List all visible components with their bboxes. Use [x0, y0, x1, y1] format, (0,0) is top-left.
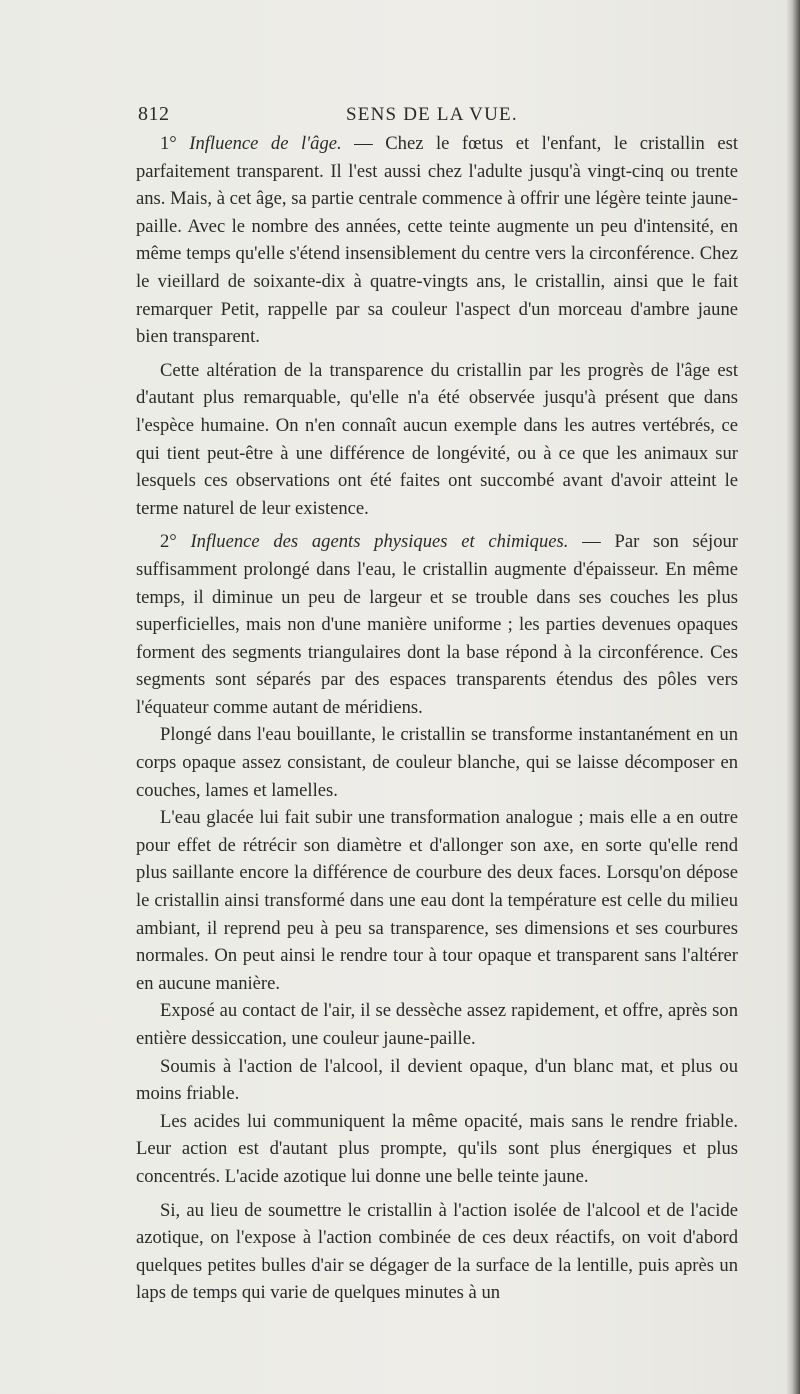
body-text: [136, 130, 738, 1307]
running-title: SENS DE LA VUE.: [346, 104, 518, 125]
paragraph-text: — Par son séjour suffisamment prolongé dans l'eau, le cristallin augmente d'épaisseur. En même temps, il diminue un peu de largeur et se trouble dans ses couches les plus superficielles, mais non d'une manière uniforme ; les parties devenues opaques forment des segments triangulaires dont la base répond à la circonférence. Ces segments sont séparés par des espaces transparents étendus des pôles vers l'équateur comme autant de méridiens.: [136, 531, 738, 718]
section-number: 1°: [160, 133, 177, 154]
paragraph-text: Les acides lui communiquent la même opacité, mais sans le rendre friable. Leur action est d'autant plus prompte, qu'ils sont plus énergiques et plus concentrés. L'acide azotique lui donne une belle teinte jaune.: [136, 1110, 738, 1187]
paragraph-age-influence: [136, 130, 738, 351]
paragraph-physical-chemical-agents: [136, 528, 738, 721]
paragraph-boiling-water: [136, 721, 738, 804]
paragraph-text: Si, au lieu de soumettre le cristallin à l'action isolée de l'alcool et de l'acide azotique, on l'expose à l'action combinée de ces deux réactifs, on voit d'abord quelques petites bulles d'air se dégager de la surface de la lentille, puis après un laps de temps qui varie de quelques minutes à un: [136, 1199, 738, 1304]
section-number: 2°: [160, 531, 177, 553]
paragraph-text: Plongé dans l'eau bouillante, le cristallin se transforme instantanément en un corps opaque assez consistant, de couleur blanche, qui se laisse décomposer en couches, lames et lamelles.: [136, 724, 738, 801]
paragraph-text: Soumis à l'action de l'alcool, il devient opaque, d'un blanc mat, et plus ou moins friable.: [136, 1055, 738, 1105]
page-edge-shadow: [786, 0, 800, 1394]
paragraph-acids: [136, 1108, 738, 1191]
paragraph-text: — Chez le fœtus et l'enfant, le cristallin est parfaitement transparent. Il l'est aussi chez l'adulte jusqu'à vingt-cinq ou trente ans. Mais, à cet âge, sa partie centrale commence à offrir une légère teinte jaune-paille. Avec le nombre des années, cette teinte augmente un peu d'intensité, en même temps qu'elle s'étend insensiblement du centre vers la circonférence. Chez le vieillard de soixante-dix à quatre-vingts ans, le cristallin, ainsi que le fait remarquer Petit, rappelle par sa couleur l'aspect d'un morceau d'ambre jaune bien transparent.: [136, 133, 738, 348]
paragraph-combined-reagents: [136, 1197, 738, 1307]
paragraph-alcohol: [136, 1053, 738, 1108]
page-header: [138, 103, 738, 127]
section-title: Influence de l'âge.: [189, 133, 342, 154]
paragraph-text: Cette altération de la transparence du cristallin par les progrès de l'âge est d'autant plus remarquable, qu'elle n'a été observée jusqu'à présent que dans l'espèce humaine. On n'en connaît aucun exemple dans les autres vertébrés, ce qui tient peut-être à une différence de longévité, ou à ce que les animaux sur lesquels ces observations ont été faites ont succombé avant d'avoir atteint le terme naturel de leur existence.: [136, 359, 738, 519]
section-title: Influence des agents physiques et chimiques.: [190, 531, 569, 553]
paragraph-iced-water: [136, 804, 738, 997]
paragraph-text: L'eau glacée lui fait subir une transformation analogue ; mais elle a en outre pour effet de rétrécir son diamètre et d'allonger son axe, en sorte qu'elle rend plus saillante encore la différence de courbure des deux faces. Lorsqu'on dépose le cristallin ainsi transformé dans une eau dont la température est celle du milieu ambiant, il reprend peu à peu sa transparence, ses dimensions et ses courbures normales. On peut ainsi le rendre tour à tour opaque et transparent sans l'altérer en aucune manière.: [136, 807, 738, 994]
page-number: 812: [138, 103, 170, 125]
paragraph-text: Exposé au contact de l'air, il se dessèche assez rapidement, et offre, après son entière dessiccation, une couleur jaune-paille.: [136, 1000, 738, 1049]
paragraph-transparency-alteration: [136, 357, 738, 523]
paragraph-air-exposure: [136, 997, 738, 1052]
